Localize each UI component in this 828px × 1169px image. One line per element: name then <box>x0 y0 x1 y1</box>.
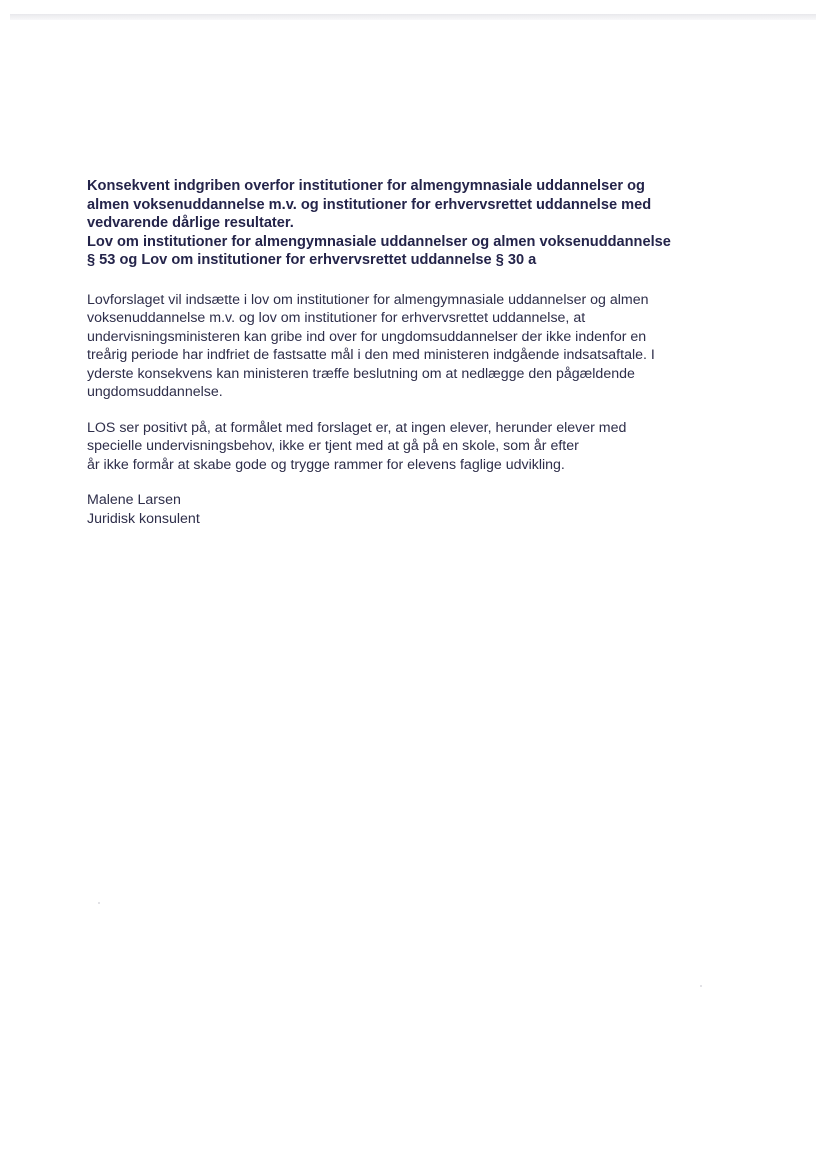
heading-line: vedvarende dårlige resultater. <box>87 215 294 231</box>
heading-line: almen voksenuddannelse m.v. og institutioner for erhvervsrettet uddannelse med <box>87 196 652 213</box>
paragraph-line: treårig periode har indfriet de fastsatte mål i den med ministeren indgående indsatsaftale. I <box>87 347 655 363</box>
document-body <box>87 177 747 528</box>
paragraph-los-position <box>87 419 747 475</box>
paragraph-line: specielle undervisningsbehov, ikke er tjent med at gå på en skole, som år efter <box>87 438 579 454</box>
paragraph-line: LOS ser positivt på, at formålet med forslaget er, at ingen elever, herunder elever med <box>87 419 627 436</box>
paragraph-line: Lovforslaget vil indsætte i lov om institutioner for almengymnasiale uddannelser og almen <box>87 291 649 308</box>
scan-speck <box>700 985 702 987</box>
signature-title: Juridisk konsulent <box>87 510 200 527</box>
paragraph-line: ungdomsuddannelse. <box>87 384 223 400</box>
paragraph-line: voksenuddannelse m.v. og lov om institutioner for erhvervsrettet uddannelse, at <box>87 310 586 326</box>
paragraph-line: undervisningsministeren kan gribe ind over for ungdomsuddannelser der ikke indenfor en <box>87 328 647 345</box>
scan-speck <box>98 902 100 904</box>
document-heading <box>87 177 747 270</box>
heading-line: § 53 og Lov om institutioner for erhvervsrettet uddannelse § 30 a <box>87 252 537 268</box>
paragraph-lovforslag <box>87 291 747 402</box>
paragraph-line: år ikke formår at skabe gode og trygge rammer for elevens faglige udvikling. <box>87 456 565 473</box>
heading-line: Lov om institutioner for almengymnasiale uddannelser og almen voksenuddannelse <box>87 233 671 250</box>
heading-line: Konsekvent indgriben overfor institutioner for almengymnasiale uddannelser og <box>87 178 645 194</box>
scan-top-edge <box>10 14 816 20</box>
signature-name: Malene Larsen <box>87 492 181 508</box>
paragraph-line: yderste konsekvens kan ministeren træffe beslutning om at nedlægge den pågældende <box>87 365 635 382</box>
signature-block <box>87 491 747 528</box>
